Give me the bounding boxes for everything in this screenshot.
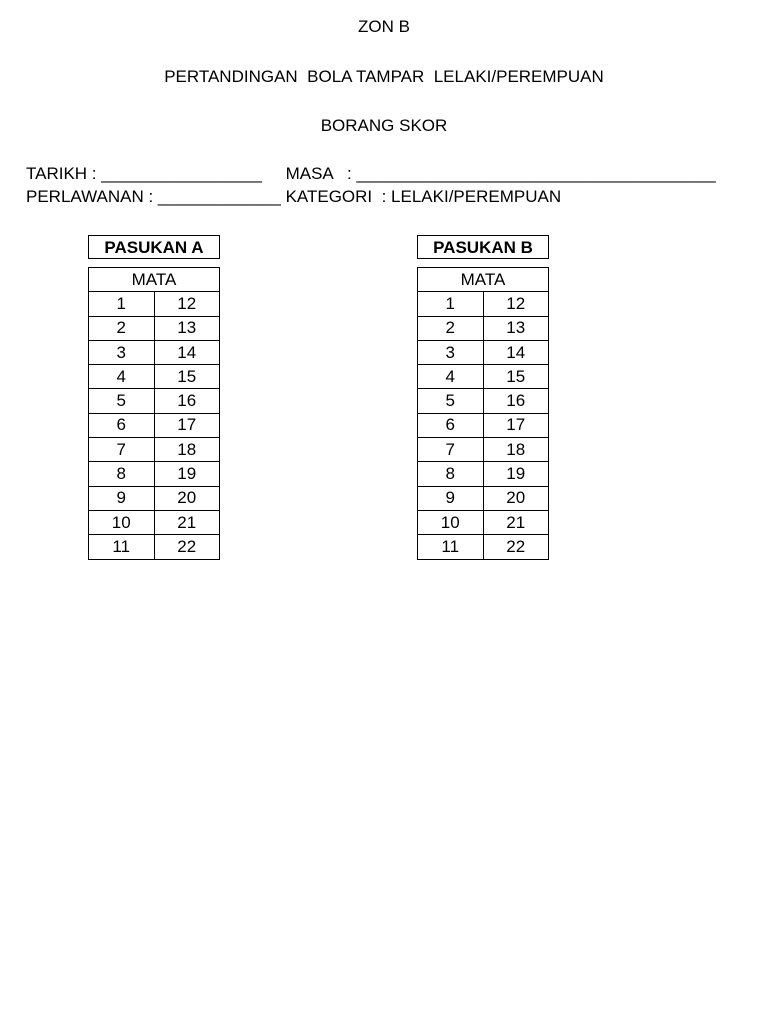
- table-row: [418, 413, 549, 437]
- date-time-fields[interactable]: TARIKH : _________________ MASA : ______________________________________: [26, 164, 716, 183]
- point-cell[interactable]: 21: [154, 510, 220, 534]
- table-row: [89, 438, 220, 462]
- table-row: [418, 510, 549, 534]
- table-row: [418, 486, 549, 510]
- team-b-mata-header: MATA: [418, 268, 549, 292]
- table-row: [418, 462, 549, 486]
- point-cell[interactable]: 6: [418, 413, 484, 437]
- point-cell[interactable]: 20: [154, 486, 220, 510]
- team-a-section: [88, 235, 220, 560]
- point-cell[interactable]: 5: [89, 389, 155, 413]
- zone-label: ZON B: [358, 17, 410, 36]
- match-category-fields[interactable]: PERLAWANAN : _____________ KATEGORI : LELAKI/PEREMPUAN: [26, 187, 562, 206]
- point-cell[interactable]: 13: [154, 316, 220, 340]
- point-cell[interactable]: 7: [418, 438, 484, 462]
- point-cell[interactable]: 18: [154, 438, 220, 462]
- point-cell[interactable]: 1: [89, 292, 155, 316]
- table-row: [418, 438, 549, 462]
- team-b-name: PASUKAN B: [417, 235, 549, 259]
- table-row: [418, 340, 549, 364]
- point-cell[interactable]: 2: [418, 316, 484, 340]
- table-row: [89, 413, 220, 437]
- point-cell[interactable]: 1: [418, 292, 484, 316]
- table-row: [89, 365, 220, 389]
- point-cell[interactable]: 17: [483, 413, 549, 437]
- point-cell[interactable]: 3: [89, 340, 155, 364]
- point-cell[interactable]: 9: [89, 486, 155, 510]
- point-cell[interactable]: 22: [483, 535, 549, 559]
- point-cell[interactable]: 12: [154, 292, 220, 316]
- point-cell[interactable]: 4: [89, 365, 155, 389]
- point-cell[interactable]: 13: [483, 316, 549, 340]
- point-cell[interactable]: 22: [154, 535, 220, 559]
- table-row: [418, 292, 549, 316]
- point-cell[interactable]: 9: [418, 486, 484, 510]
- point-cell[interactable]: 2: [89, 316, 155, 340]
- point-cell[interactable]: 19: [483, 462, 549, 486]
- point-cell[interactable]: 4: [418, 365, 484, 389]
- point-cell[interactable]: 14: [483, 340, 549, 364]
- point-cell[interactable]: 20: [483, 486, 549, 510]
- form-title: BORANG SKOR: [320, 116, 448, 135]
- table-row: [418, 365, 549, 389]
- point-cell[interactable]: 16: [154, 389, 220, 413]
- team-b-score-table: [417, 267, 549, 560]
- point-cell[interactable]: 15: [483, 365, 549, 389]
- team-b-section: [417, 235, 549, 560]
- table-row: [89, 389, 220, 413]
- point-cell[interactable]: 12: [483, 292, 549, 316]
- point-cell[interactable]: 11: [418, 535, 484, 559]
- table-row: [89, 292, 220, 316]
- table-row: [89, 316, 220, 340]
- table-row: [89, 340, 220, 364]
- point-cell[interactable]: 7: [89, 438, 155, 462]
- point-cell[interactable]: 5: [418, 389, 484, 413]
- point-cell[interactable]: 11: [89, 535, 155, 559]
- point-cell[interactable]: 14: [154, 340, 220, 364]
- team-a-mata-header: MATA: [89, 268, 220, 292]
- table-row: [418, 316, 549, 340]
- point-cell[interactable]: 17: [154, 413, 220, 437]
- point-cell[interactable]: 16: [483, 389, 549, 413]
- point-cell[interactable]: 19: [154, 462, 220, 486]
- table-row: [418, 389, 549, 413]
- point-cell[interactable]: 18: [483, 438, 549, 462]
- competition-title: PERTANDINGAN BOLA TAMPAR LELAKI/PEREMPUAN: [164, 67, 604, 86]
- point-cell[interactable]: 15: [154, 365, 220, 389]
- table-row: [89, 486, 220, 510]
- table-row: [418, 535, 549, 559]
- point-cell[interactable]: 8: [418, 462, 484, 486]
- point-cell[interactable]: 6: [89, 413, 155, 437]
- point-cell[interactable]: 10: [89, 510, 155, 534]
- point-cell[interactable]: 10: [418, 510, 484, 534]
- table-row: [89, 462, 220, 486]
- team-a-score-table: [88, 267, 220, 560]
- table-row: [89, 535, 220, 559]
- point-cell[interactable]: 21: [483, 510, 549, 534]
- team-a-name: PASUKAN A: [88, 235, 220, 259]
- table-row: [89, 510, 220, 534]
- point-cell[interactable]: 3: [418, 340, 484, 364]
- point-cell[interactable]: 8: [89, 462, 155, 486]
